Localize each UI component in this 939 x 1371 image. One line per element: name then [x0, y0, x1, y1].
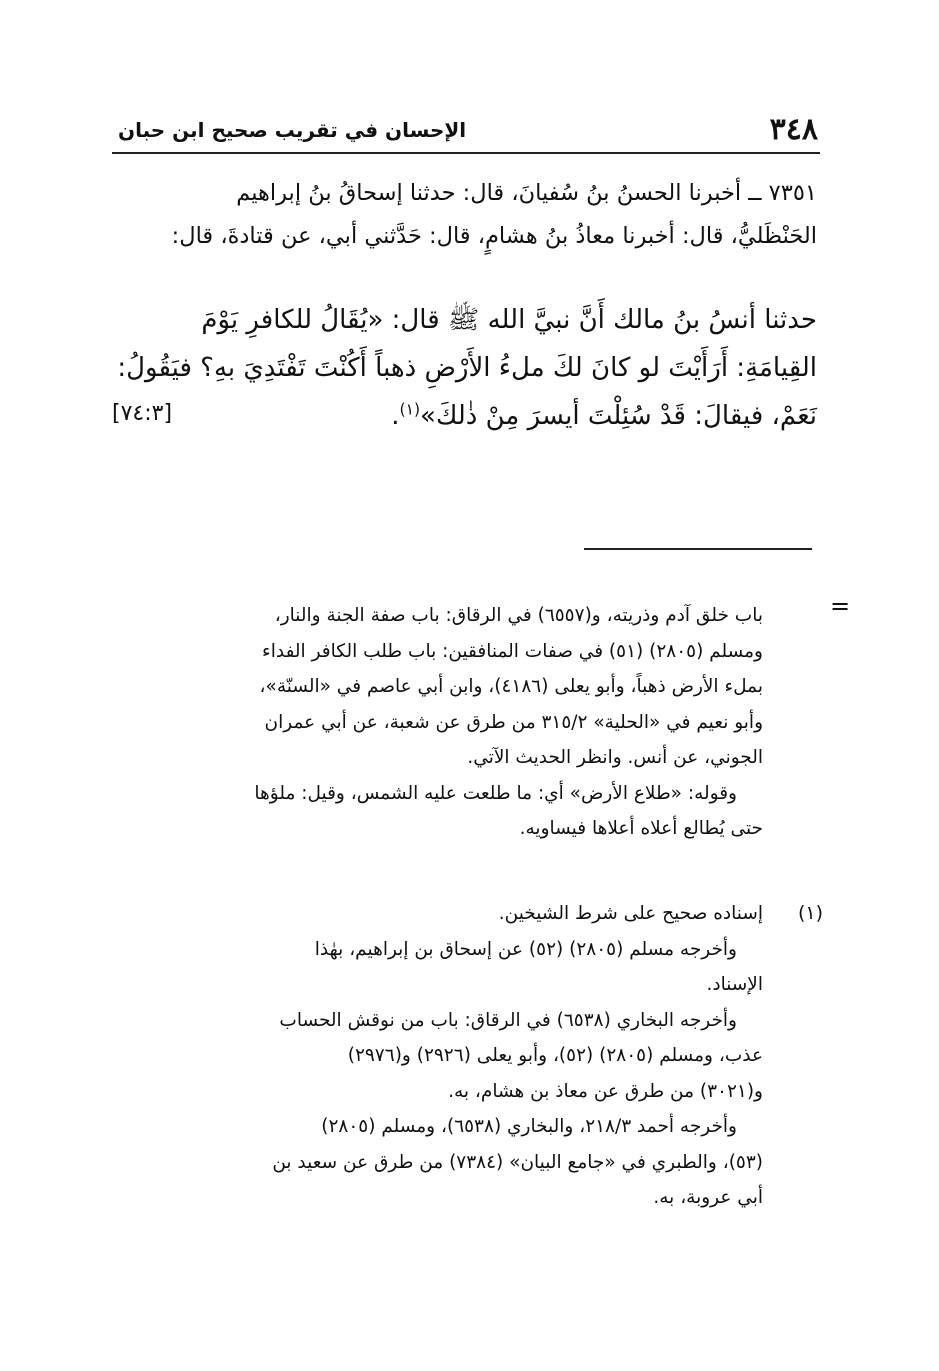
footnote-line: وأخرجه مسلم (٢٨٠٥) (٥٢) عن إسحاق بن إبراهيم، بهٰذا: [314, 938, 737, 960]
footnote-line: إسناده صحيح على شرط الشيخين.: [498, 903, 763, 924]
note-line: وأبو نعيم في «الحلية» ٣١٥/٢ من طرق عن شعبة، عن أبي عمران: [264, 711, 763, 733]
matn-line: القِيامَةِ: أَرَأَيْتَ لو كانَ لكَ ملءُ الأَرْضِ ذهباً أَكُنْتَ تَفْتَدِيَ بهِ؟ فيَقُولُ:: [117, 353, 817, 383]
continued-footnote: [118, 598, 763, 847]
note-line: ومسلم (٢٨٠٥) (٥١) في صفات المنافقين: باب طلب الكافر الفداء: [262, 640, 763, 662]
footnote-line: وأخرجه أحمد ٢١٨/٣، والبخاري (٦٥٣٨)، ومسلم (٢٨٠٥): [321, 1116, 737, 1137]
matn-line: حدثنا أنسُ بنُ مالك أَنَّ نبيَّ الله ﷺ قال: «يُقَالُ للكافرِ يَوْمَ: [201, 305, 817, 335]
note-line: باب خلق آدم وذريته، و(٦٥٥٧) في الرقاق: باب صفة الجنة والنار،: [274, 605, 763, 626]
hadith-isnad: [112, 172, 817, 258]
note-line: بملء الأرض ذهباً، وأبو يعلى (٤١٨٦)، وابن أبي عاصم في «السنّة»،: [259, 676, 763, 697]
header-rule: [112, 152, 820, 154]
hadith-matn: [112, 296, 817, 440]
isnad-line: الحَنْظَليُّ، قال: أخبرنا معاذُ بنُ هشامٍ، قال: حَدَّثني أبي، عن قتادةَ، قال:: [171, 223, 817, 249]
hadith-reference: [٧٤:٣]: [112, 401, 173, 426]
footnote-line: الإسناد.: [706, 974, 763, 995]
continuation-mark: =: [830, 592, 851, 620]
matn-end: .: [391, 401, 400, 431]
book-title: الإحسان في تقريب صحيح ابن حبان: [118, 118, 467, 142]
footnote-line: أبي عروبة، به.: [653, 1187, 763, 1208]
note-line: وقوله: «طلاع الأرض» أي: ما طلعت عليه الشمس، وقيل: ملؤها: [254, 782, 737, 804]
note-line: الجوني، عن أنس. وانظر الحديث الآتي.: [467, 747, 763, 768]
footnote-separator: [584, 548, 812, 550]
isnad-line: ٧٣٥١ ــ أخبرنا الحسنُ بنُ سُفيانَ، قال: حدثنا إسحاقُ بنُ إبراهيم: [236, 180, 817, 206]
footnote-marker: (١): [399, 400, 421, 419]
footnote-line: و(٣٠٢١) من طرق عن معاذ بن هشام، به.: [448, 1080, 763, 1102]
footnote-1: [118, 896, 763, 1216]
footnote-line: وأخرجه البخاري (٦٥٣٨) في الرقاق: باب من نوقش الحساب: [279, 1009, 737, 1031]
matn-line-text: نَعَمْ، فيقالَ: قَدْ سُئِلْتَ أيسرَ مِنْ ذٰلكَ»: [420, 401, 817, 431]
footnote-number: (١): [797, 902, 823, 924]
footnote-line: (٥٣)، والطبري في «جامع البيان» (٧٣٨٤) من طرق عن سعيد بن: [272, 1151, 763, 1173]
note-line: حتى يُطالع أعلاه أعلاها فيساويه.: [519, 818, 763, 839]
page-number: ٣٤٨: [769, 112, 818, 147]
page-header: [118, 112, 818, 152]
matn-line: [112, 392, 817, 440]
footnote-line: عذب، ومسلم (٢٨٠٥) (٥٢)، وأبو يعلى (٢٩٢٦) و(٢٩٧٦): [347, 1045, 763, 1066]
